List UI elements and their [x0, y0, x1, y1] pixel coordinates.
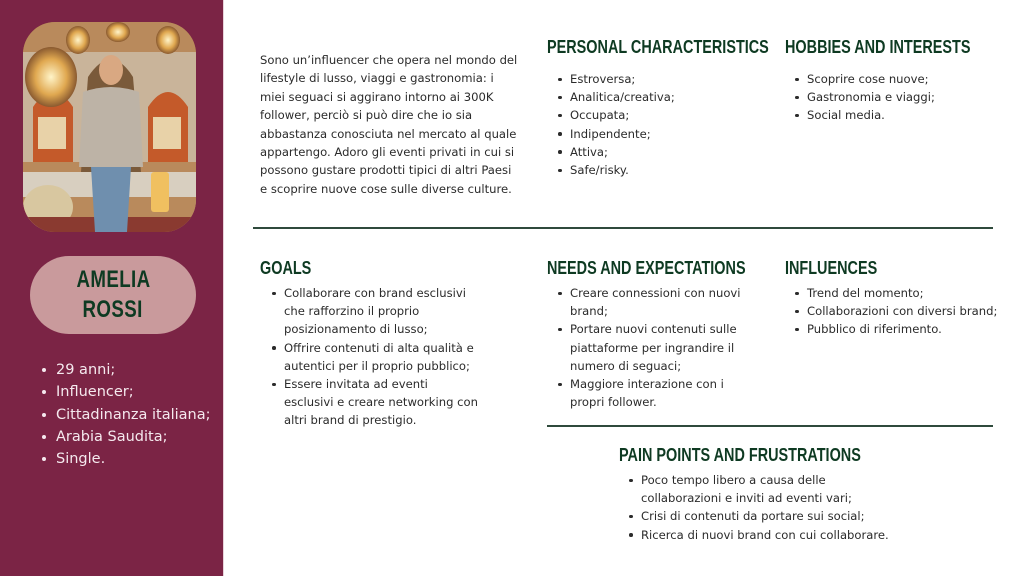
- list-item: Social media.: [792, 106, 1012, 124]
- heading-influences: INFLUENCES: [785, 257, 878, 278]
- list-item: Pubblico di riferimento.: [792, 320, 1017, 338]
- list-item: Creare connessioni con nuovi brand;: [555, 284, 755, 320]
- persona-first-name: AMELIA: [75, 266, 151, 293]
- heading-pain-points: PAIN POINTS AND FRUSTRATIONS: [619, 444, 861, 465]
- list-item: Essere invitata ad eventi esclusivi e creare networking con altri brand di prestigio.: [269, 375, 479, 430]
- persona-facts-list: [36, 359, 211, 470]
- hobbies-interests-list: [792, 70, 1012, 125]
- section-divider: [547, 425, 993, 427]
- pain-points-list: [626, 471, 906, 544]
- needs-expectations-list: [555, 284, 755, 411]
- list-item: Scoprire cose nuove;: [792, 70, 1012, 88]
- list-item: Maggiore interazione con i propri follower.: [555, 375, 755, 411]
- fact-item: Influencer;: [36, 381, 211, 403]
- list-item: Estroversa;: [555, 70, 755, 88]
- persona-last-name: ROSSI: [82, 296, 144, 323]
- persona-photo: [23, 22, 196, 232]
- heading-personal-characteristics: PERSONAL CHARACTERISTICS: [547, 36, 769, 57]
- goals-list: [269, 284, 479, 430]
- section-divider: [253, 227, 993, 229]
- sidebar: [0, 0, 224, 576]
- persona-photo-illustration: [23, 22, 196, 232]
- list-item: Offrire contenuti di alta qualità e autentici per il proprio pubblico;: [269, 339, 479, 375]
- list-item: Poco tempo libero a causa delle collaborazioni e inviti ad eventi vari;: [626, 471, 906, 507]
- fact-item: Arabia Saudita;: [36, 426, 211, 448]
- list-item: Portare nuovi contenuti sulle piattaforme per ingrandire il numero di seguaci;: [555, 320, 755, 375]
- list-item: Gastronomia e viaggi;: [792, 88, 1012, 106]
- list-item: Ricerca di nuovi brand con cui collaborare.: [626, 526, 906, 544]
- list-item: Analitica/creativa;: [555, 88, 755, 106]
- heading-goals: GOALS: [260, 257, 312, 278]
- fact-item: Single.: [36, 448, 211, 470]
- list-item: Trend del momento;: [792, 284, 1017, 302]
- list-item: Attiva;: [555, 143, 755, 161]
- list-item: Crisi di contenuti da portare sui social;: [626, 507, 906, 525]
- list-item: Indipendente;: [555, 125, 755, 143]
- persona-bio: Sono un’influencer che opera nel mondo del lifestyle di lusso, viaggi e gastronomia: i miei seguaci si aggirano intorno ai 300K follower, perciò si può dire che io sia abbastanza conosciuta nel mercato al quale appartengo. Adoro gli eventi privati in cui si possono gustare prodotti tipici di altri Paesi e scoprire nuove cose sulle diverse culture.: [260, 53, 518, 196]
- list-item: Collaborare con brand esclusivi che rafforzino il proprio posizionamento di lusso;: [269, 284, 479, 339]
- list-item: Safe/risky.: [555, 161, 755, 179]
- personal-characteristics-list: [555, 70, 755, 179]
- influences-list: [792, 284, 1017, 339]
- persona-name-badge: [30, 256, 196, 334]
- fact-item: Cittadinanza italiana;: [36, 404, 211, 426]
- heading-needs-expectations: NEEDS AND EXPECTATIONS: [547, 257, 746, 278]
- fact-item: 29 anni;: [36, 359, 211, 381]
- heading-hobbies-interests: HOBBIES AND INTERESTS: [785, 36, 971, 57]
- list-item: Occupata;: [555, 106, 755, 124]
- list-item: Collaborazioni con diversi brand;: [792, 302, 1017, 320]
